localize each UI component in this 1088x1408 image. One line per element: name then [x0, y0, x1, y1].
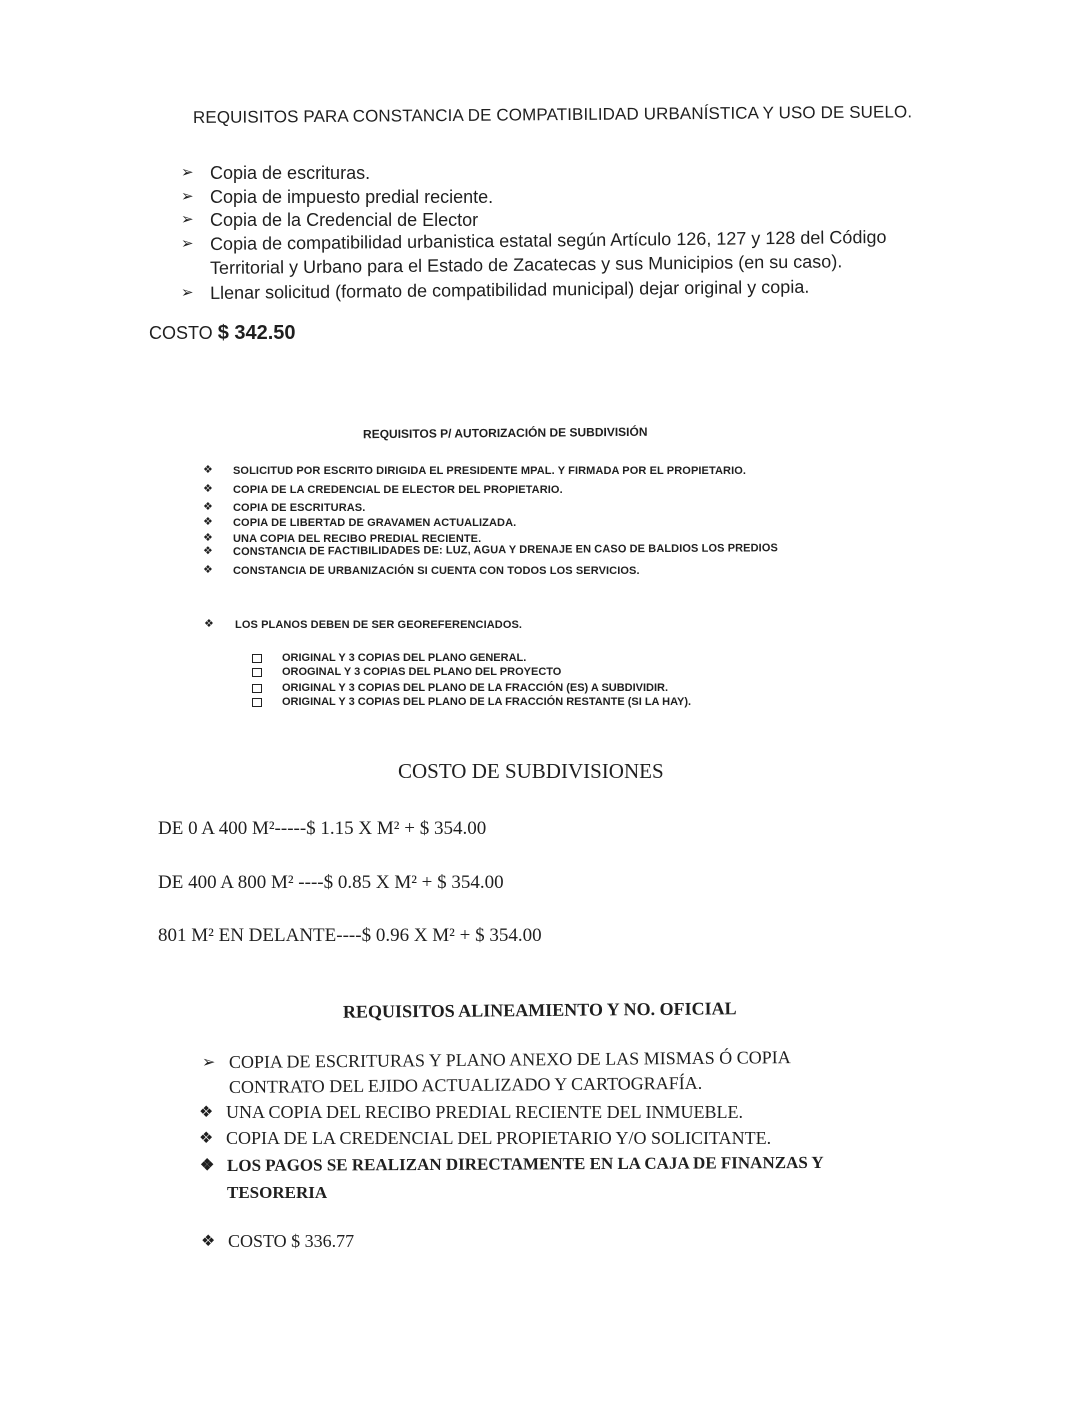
diamond-bullet-icon: ❖	[203, 564, 213, 576]
checkbox-square-icon	[252, 668, 262, 677]
subdivision-item: ❖ CONSTANCIA DE URBANIZACIÓN SI CUENTA CON TODOS LOS SERVICIOS.	[203, 564, 640, 577]
plan-item: ORIGINAL Y 3 COPIAS DEL PLANO DE LA FRACCIÓN (ES) A SUBDIVIDIR.	[282, 681, 668, 695]
diamond-bullet-icon: ❖	[203, 483, 213, 495]
compatibilidad-item: ➢ Llenar solicitud (formato de compatibilidad municipal) dejar original y copia.	[210, 275, 810, 305]
costo-row: DE 400 A 800 M² ----$ 0.85 X M² + $ 354.00	[158, 872, 504, 893]
subdivision-item: ❖ SOLICITUD POR ESCRITO DIRIGIDA EL PRESIDENTE MPAL. Y FIRMADA POR EL PROPIETARIO.	[203, 464, 747, 477]
subdivision-item: ❖ COPIA DE LIBERTAD DE GRAVAMEN ACTUALIZADA.	[203, 516, 517, 529]
diamond-bullet-icon: ❖	[199, 1104, 214, 1121]
alineamiento-item-continued: CONTRATO DEL EJIDO ACTUALIZADO Y CARTOGRAFÍA.	[228, 1072, 703, 1097]
alineamiento-title: REQUISITOS ALINEAMIENTO Y NO. OFICIAL	[342, 998, 737, 1022]
arrow-bullet-icon: ➢	[181, 164, 194, 181]
diamond-bullet-icon: ❖	[204, 618, 214, 630]
arrow-bullet-icon: ➢	[201, 1054, 216, 1072]
compatibilidad-item: ➢ Copia de compatibilidad urbanistica estatal según Artículo 126, 127 y 128 del Código	[210, 225, 887, 256]
checkbox-square-icon	[252, 684, 262, 693]
cost-value: $ 342.50	[217, 322, 296, 344]
alineamiento-item: ❖ LOS PAGOS SE REALIZAN DIRECTAMENTE EN LA CAJA DE FINANZAS Y	[227, 1150, 824, 1178]
arrow-bullet-icon: ➢	[181, 188, 194, 205]
plan-item: ORIGINAL Y 3 COPIAS DEL PLANO DE LA FRACCIÓN RESTANTE (SI LA HAY).	[282, 695, 691, 709]
arrow-bullet-icon: ➢	[180, 284, 194, 302]
cost-label: COSTO	[149, 323, 213, 343]
diamond-bullet-icon: ❖	[203, 532, 213, 544]
diamond-bullet-icon: ❖	[199, 1157, 215, 1175]
compatibilidad-item: ➢ Copia de impuesto predial reciente.	[181, 187, 494, 207]
arrow-bullet-icon: ➢	[180, 235, 194, 253]
alineamiento-item: ❖ COPIA DE LA CREDENCIAL DEL PROPIETARIO Y/O SOLICITANTE.	[226, 1126, 771, 1151]
alineamiento-cost: ❖ COSTO $ 336.77	[228, 1229, 354, 1254]
planos-note: ❖ LOS PLANOS DEBEN DE SER GEOREFERENCIADOS.	[204, 618, 523, 631]
subdivision-title: REQUISITOS P/ AUTORIZACIÓN DE SUBDIVISIÓN	[362, 424, 648, 442]
checkbox-square-icon	[252, 698, 262, 707]
compatibilidad-item: ➢ Copia de escrituras.	[181, 163, 371, 183]
arrow-bullet-icon: ➢	[181, 211, 194, 228]
diamond-bullet-icon: ❖	[203, 501, 213, 513]
alineamiento-item-continued: TESORERIA	[227, 1183, 328, 1202]
compatibilidad-item-continued: Territorial y Urbano para el Estado de Zacatecas y sus Municipios (en su caso).	[209, 251, 843, 278]
diamond-bullet-icon: ❖	[201, 1233, 216, 1250]
subdivision-item: ❖ COPIA DE ESCRITURAS.	[203, 501, 366, 514]
subdivision-item: ❖ UNA COPIA DEL RECIBO PREDIAL RECIENTE.	[203, 532, 482, 545]
compatibilidad-item: ➢ Copia de la Credencial de Elector	[181, 210, 479, 230]
checkbox-square-icon	[252, 654, 262, 663]
compatibilidad-cost	[149, 322, 296, 345]
alineamiento-item: ➢ COPIA DE ESCRITURAS Y PLANO ANEXO DE LAS MISMAS Ó COPIA	[229, 1045, 791, 1075]
diamond-bullet-icon: ❖	[203, 464, 213, 476]
plan-item: ORIGINAL Y 3 COPIAS DEL PLANO GENERAL.	[282, 651, 526, 665]
plan-item: OROGINAL Y 3 COPIAS DEL PLANO DEL PROYECTO	[282, 665, 561, 679]
costo-row: 801 M² EN DELANTE----$ 0.96 X M² + $ 354.00	[158, 925, 542, 946]
costo-row: DE 0 A 400 M²-----$ 1.15 X M² + $ 354.00	[158, 818, 487, 839]
compatibilidad-title: REQUISITOS PARA CONSTANCIA DE COMPATIBILIDAD URBANÍSTICA Y USO DE SUELO.	[192, 102, 913, 127]
alineamiento-item: ❖ UNA COPIA DEL RECIBO PREDIAL RECIENTE DEL INMUEBLE.	[226, 1100, 743, 1125]
diamond-bullet-icon: ❖	[202, 545, 214, 558]
subdivision-item: ❖ COPIA DE LA CREDENCIAL DE ELECTOR DEL PROPIETARIO.	[203, 483, 563, 496]
diamond-bullet-icon: ❖	[199, 1130, 214, 1147]
subdivision-item: ❖ CONSTANCIA DE FACTIBILIDADES DE: LUZ, AGUA Y DRENAJE EN CASO DE BALDIOS LOS PREDIOS	[202, 542, 778, 558]
costos-title: COSTO DE SUBDIVISIONES	[398, 759, 664, 783]
diamond-bullet-icon: ❖	[203, 516, 213, 528]
